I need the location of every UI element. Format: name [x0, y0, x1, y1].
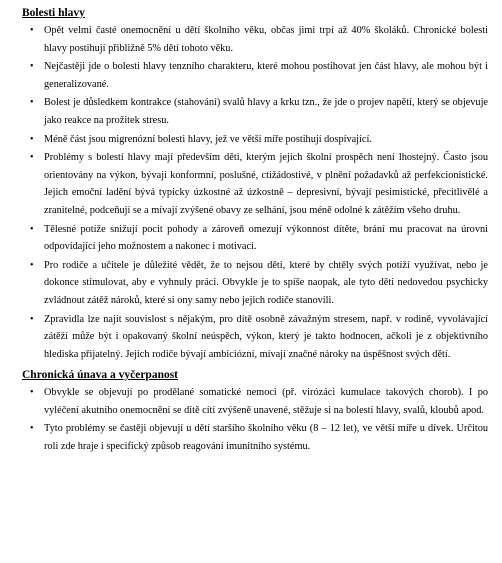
list-item — [22, 22, 488, 57]
list-item — [22, 311, 488, 364]
list-item — [22, 131, 488, 149]
list-item-text: Pro rodiče a učitele je důležité vědět, že to nejsou děti, které by chtěly svých potíží využívat, nebo je dokonce stimulovat, aby e vyhnuly práci. Obvykle je to spíše naopak, ale tyto děti nedovedou psychicky zvládnout zátěž nároků, které si ony samy nebo jejich rodiče stanovili. — [44, 259, 488, 306]
list-item — [22, 94, 488, 129]
list-item-text: Problémy s bolestí hlavy mají především děti, kterým jejich školní prospěch není lhostejný. Často jsou orientovány na výkon, bývají konformní, poslušné, ctižádostivé, v plnění požadavků až perfekcionistické. Jejich emoční ladění bývá typicky úzkostné až úzkostně – depresivní, bývají pesimistické, přecitlivělé a zranitelné, podceňují se a mívají zvýšené obavy ze selhání, jsou méně odolné k zátěžím všeho druhu. — [44, 152, 488, 216]
section-heading-headaches: Bolesti hlavy — [22, 7, 85, 19]
bullet-icon: • — [30, 423, 34, 435]
list-item — [22, 384, 488, 419]
list-item-text: Tělesné potíže snižují pocit pohody a zároveň omezují výkonnost dítěte, brání mu pracovat na úrovni odpovídající jeho možnostem a nakonec i motivaci. — [44, 223, 488, 253]
bullet-icon: • — [30, 133, 34, 145]
bullet-list-fatigue — [22, 384, 488, 455]
bullet-icon: • — [30, 387, 34, 399]
bullet-icon: • — [30, 313, 34, 325]
list-item-text: Obvykle se objevují po prodělané somatické nemoci (př. virózáci kumulace takových chorob). I po vyléčení akutního onemocnění se dítě cítí zvýšeně unavené, stěžuje si na bolesti hlavy, svalů, kloubů apod. — [44, 387, 488, 416]
bullet-icon: • — [30, 259, 34, 271]
list-item — [22, 420, 488, 455]
list-item — [22, 221, 488, 256]
bullet-list-headaches — [22, 22, 488, 363]
list-item-text: Tyto problémy se častěji objevují u dětí staršího školního věku (8 – 12 let), ve větší míře u dívek. Určitou roli zde hraje i specifický způsob reagování imunitního systému. — [44, 423, 488, 453]
list-item — [22, 149, 488, 219]
bullet-icon: • — [30, 223, 34, 235]
bullet-icon: • — [30, 97, 34, 109]
list-item-text: Nejčastěji jde o bolesti hlavy tenzního charakteru, které mohou postihovat jen část hlavy, ale mohou být i generalizované. — [44, 61, 488, 90]
section-heading-fatigue: Chronická únava a vyčerpanost — [22, 369, 179, 382]
list-item-text: Bolest je důsledkem kontrakce (stahování) svalů hlavy a krku tzn., že jde o projev napětí, který se objevuje jako reakce na prožitek stresu. — [44, 97, 488, 126]
list-item-text: Méně část jsou migrenózní bolesti hlavy, jež ve větší míře postihují dospívající. — [44, 133, 372, 145]
bullet-icon: • — [30, 25, 34, 36]
list-item-text: Zpravidla lze najít souvislost s nějakým, pro dítě osobně závažným stresem, např. v rodině, vyvolávající zátěží může být i opakovaný školní neúspěch, výkon, který je takto hodnocen, ačkoli je z objektivního hlediska přijatelný. Jejich rodiče bývají ambiciózní, mívají značné nároky na úspěšnost svých dětí. — [44, 313, 488, 360]
bullet-icon: • — [30, 152, 34, 164]
list-item — [22, 58, 488, 93]
list-item — [22, 257, 488, 310]
bullet-icon: • — [30, 61, 34, 73]
list-item-text: Opět velmi časté onemocnění u dětí školního věku, občas jimi trpí až 40% školáků. Chronické bolesti hlavy postihují přibližně 5% dětí tohoto věku. — [44, 25, 488, 54]
